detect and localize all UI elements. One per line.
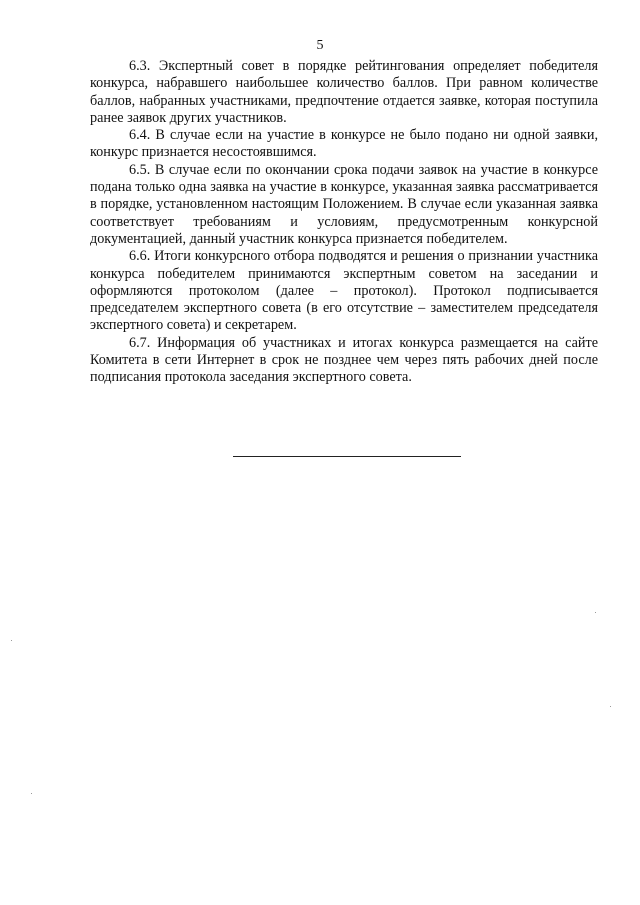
paragraph-6-7: 6.7. Информация об участниках и итогах конкурса размещается на сайте Комитета в сети Интернет в срок не позднее чем через пять рабочих дней после подписания протокола заседания экспертного совета.: [90, 334, 598, 386]
end-of-document-line: [233, 456, 461, 457]
paragraph-6-5: 6.5. В случае если по окончании срока подачи заявок на участие в конкурсе подана только одна заявка на участие в конкурсе, указанная заявка рассматривается в порядке, установленном настоящим Положением. В случае если указанная заявка соответствует требованиям и условиям, предусмотренным конкурсной документацией, данный участник конкурса признается победителем.: [90, 161, 598, 247]
scan-speck: [610, 706, 611, 707]
page-number: 5: [316, 38, 324, 53]
paragraph-6-3: 6.3. Экспертный совет в порядке рейтингования определяет победителя конкурса, набравшего наибольшее количество баллов. При равном количестве баллов, набранных участниками, предпочтение отдается заявке, которая поступила ранее заявок других участников.: [90, 58, 598, 126]
paragraph-6-4: 6.4. В случае если на участие в конкурсе не было подано ни одной заявки, конкурс признается несостоявшимся.: [90, 127, 598, 161]
scan-speck: [11, 640, 12, 641]
scan-speck: [31, 793, 32, 794]
document-body: [90, 58, 598, 387]
paragraph-6-6: 6.6. Итоги конкурсного отбора подводятся и решения о признании участника конкурса победителем принимаются экспертным советом на заседании и оформляются протоколом (далее – протокол). Протокол подписывается председателем экспертного совета (в его отсутствие – заместителем председателя экспертного совета) и секретарем.: [90, 248, 598, 334]
scan-speck: [595, 612, 596, 613]
